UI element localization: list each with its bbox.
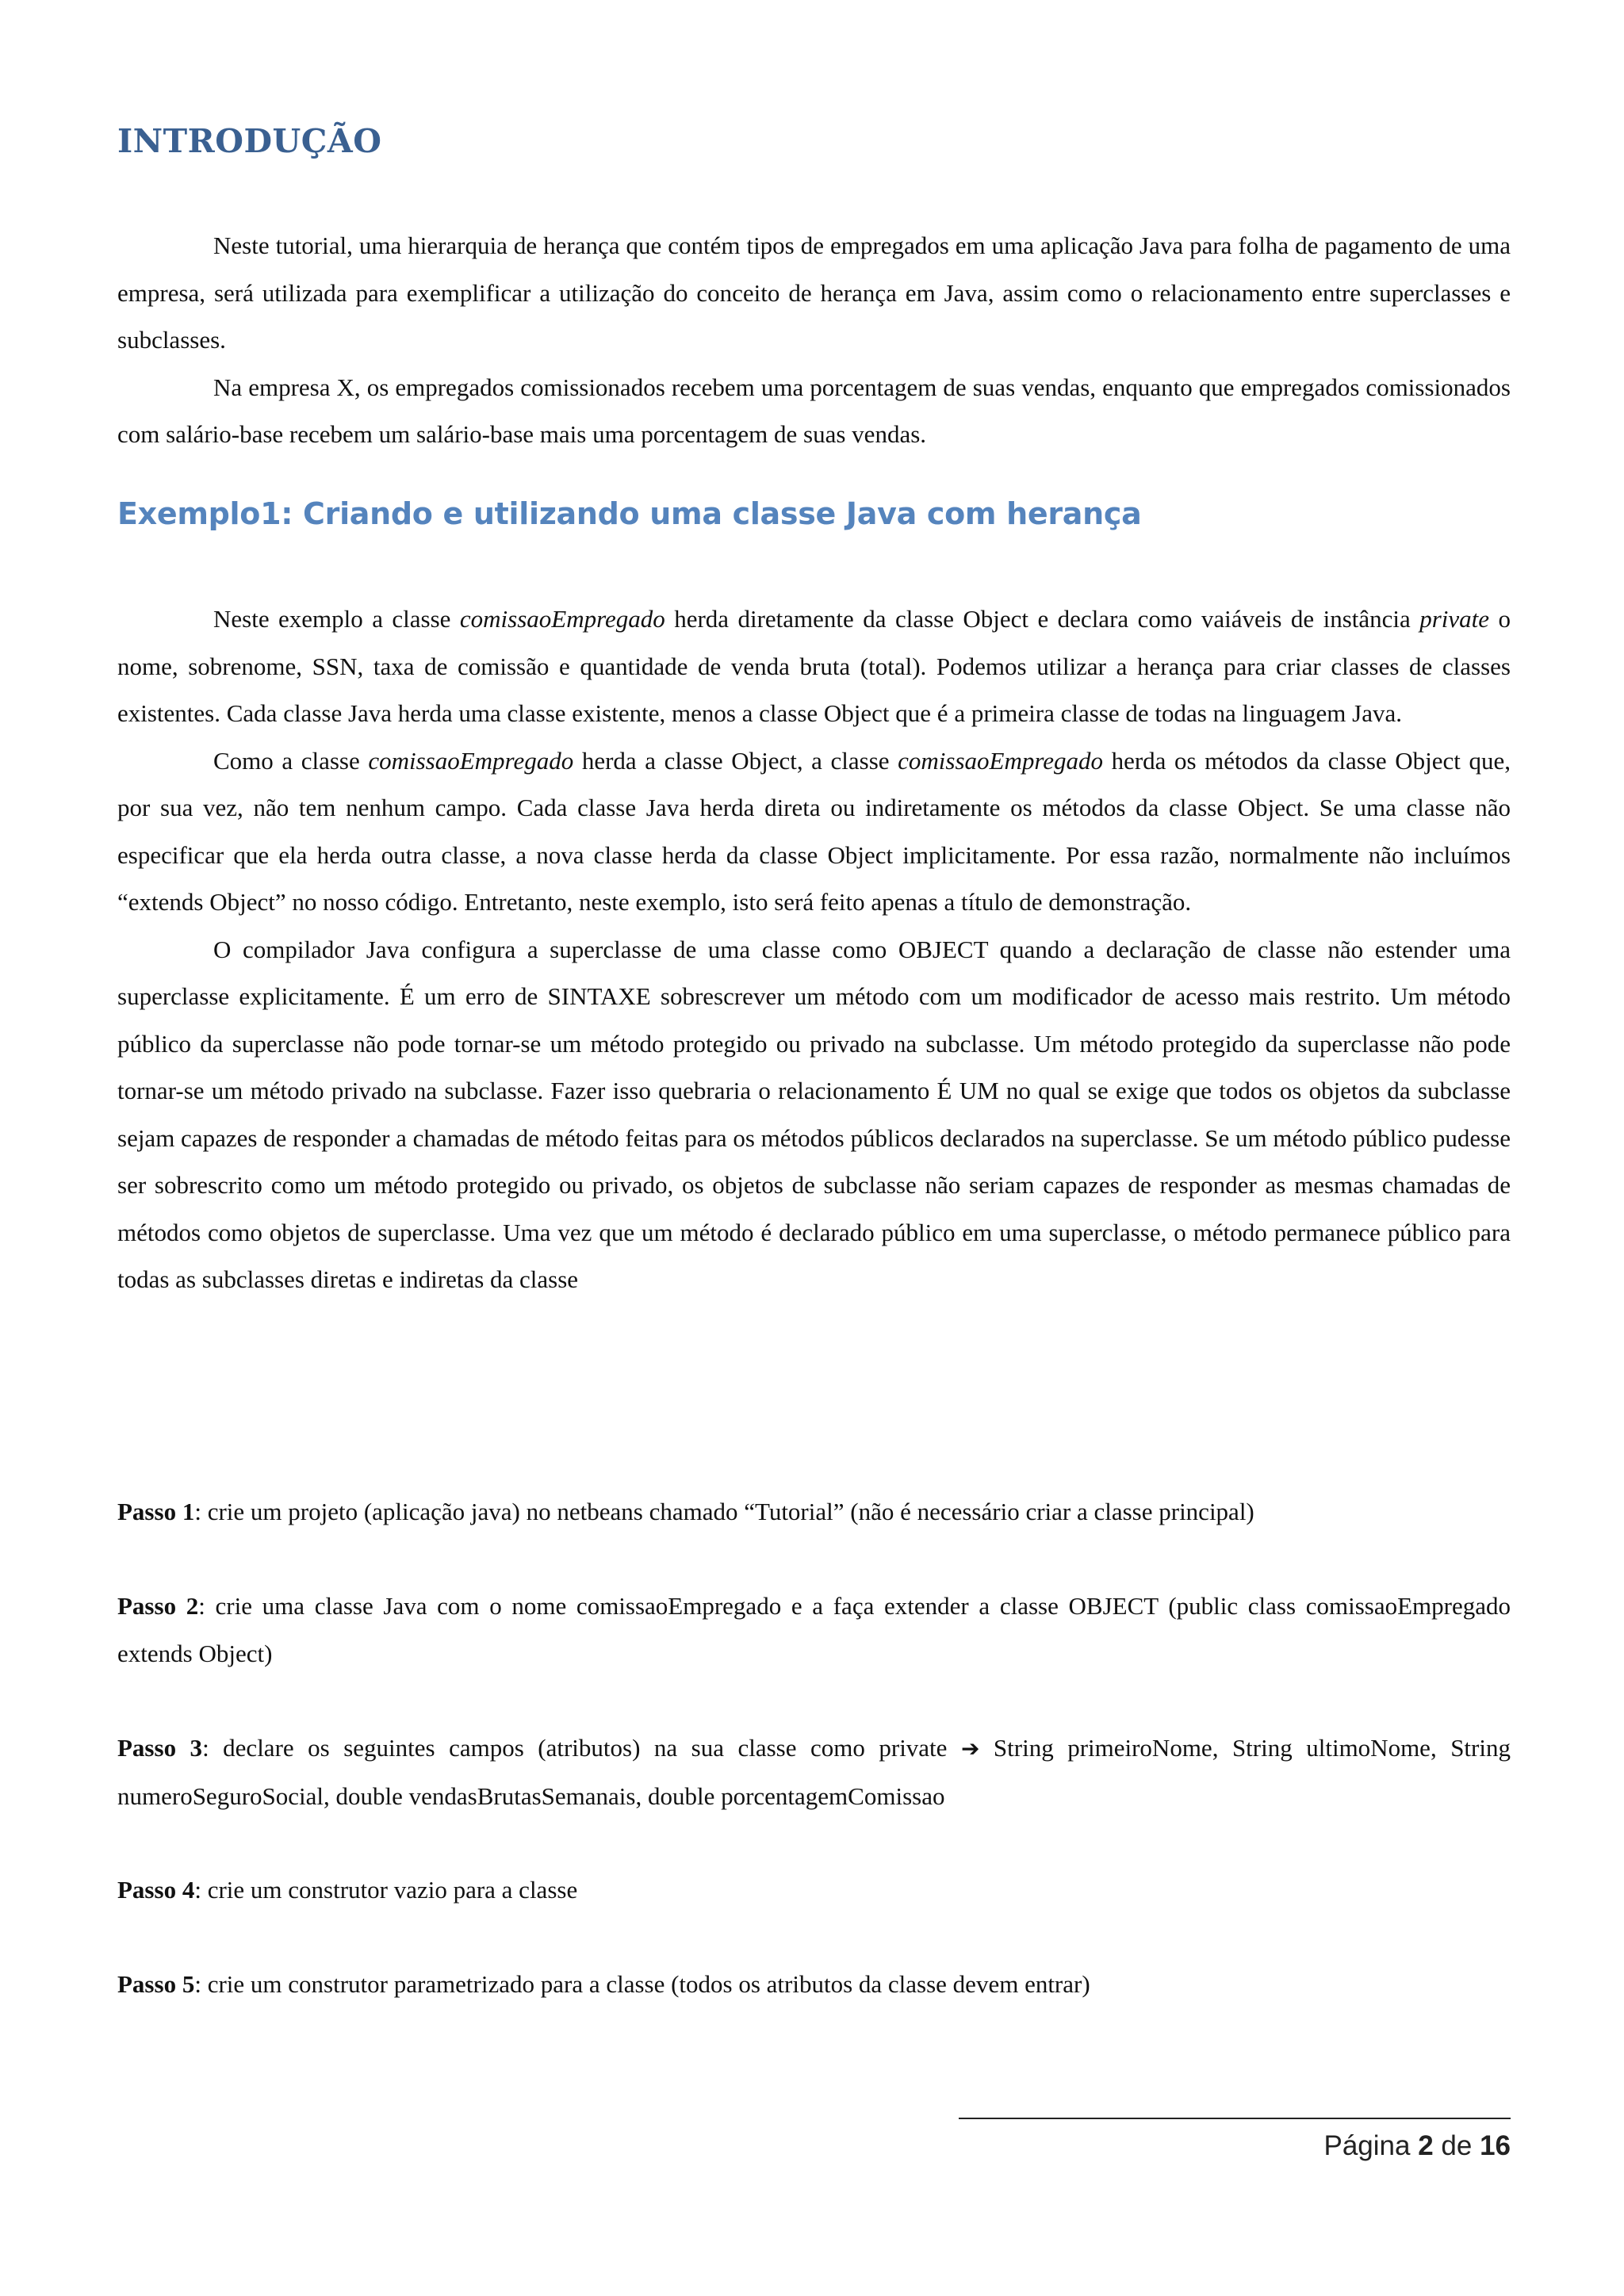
step-3-label: Passo 3	[117, 1734, 203, 1762]
intro-paragraph-1: Neste tutorial, uma hierarquia de herança que contém tipos de empregados em uma aplicação Java para folha de pagamento de uma empresa, será utilizada para exemplificar a utilização do conceito de herança em Java, assim como o relacionamento entre superclasses e subclasses.	[117, 232, 1511, 354]
page-total: 16	[1480, 2130, 1511, 2161]
example1-p2-text-b: herda a classe Object, a classe	[573, 746, 898, 775]
step-5	[117, 1961, 1511, 2008]
example1-p1-class-name: comissaoEmpregado	[459, 605, 665, 633]
intro-heading: INTRODUÇÃO	[117, 122, 382, 160]
example1-p2-text-a: Como a classe	[213, 746, 369, 775]
page-current: 2	[1418, 2130, 1434, 2161]
step-1-text: : crie um projeto (aplicação java) no netbeans chamado “Tutorial” (não é necessário criar a classe principal)	[194, 1498, 1254, 1525]
example1-p1-private: private	[1419, 605, 1490, 633]
step-1-label: Passo 1	[117, 1498, 195, 1525]
step-1	[117, 1488, 1511, 1536]
step-5-label: Passo 5	[117, 1970, 195, 1998]
step-2-text: : crie uma classe Java com o nome comissaoEmpregado e a faça extender a classe OBJECT (public class comissaoEmpregado extends Object)	[117, 1592, 1511, 1667]
intro-body	[117, 222, 1511, 458]
example1-p1-text-a: Neste exemplo a classe	[213, 605, 460, 633]
example1-paragraph-2	[117, 737, 1511, 926]
step-4-label: Passo 4	[117, 1876, 195, 1904]
example1-p2-text-c: herda os métodos da classe Object que, por sua vez, não tem nenhum campo. Cada classe Java herda direta ou indiretamente os métodos da classe Object. Se uma classe não especificar que ela herda outra classe, a nova classe herda da classe Object implicitamente. Por essa razão, normalmente não incluímos “extends Object” no nosso código. Entretanto, neste exemplo, isto será feito apenas a título de demonstração.	[117, 746, 1511, 916]
step-4	[117, 1866, 1511, 1914]
example1-p1-text-b: herda diretamente da classe Object e declara como vaiáveis de instância	[665, 605, 1420, 633]
page-number	[1323, 2129, 1511, 2164]
page-footer	[959, 2118, 1511, 2161]
example1-paragraph-1	[117, 595, 1511, 737]
of-word: de	[1441, 2130, 1473, 2161]
step-4-text: : crie um construtor vazio para a classe	[194, 1876, 578, 1904]
step-2-label: Passo 2	[117, 1592, 199, 1620]
intro-paragraph-2: Na empresa X, os empregados comissionados recebem uma porcentagem de suas vendas, enquanto que empregados comissionados com salário-base recebem um salário-base mais uma porcentagem de suas vendas.	[117, 373, 1511, 448]
example1-paragraph-3: O compilador Java configura a superclasse de uma classe como OBJECT quando a declaração de classe não estender uma superclasse explicitamente. É um erro de SINTAXE sobrescrever um método com um modificador de acesso mais restrito. Um método público da superclasse não pode tornar-se um método protegido ou privado na subclasse. Um método protegido da superclasse não pode tornar-se um método privado na subclasse. Fazer isso quebraria o relacionamento É UM no qual se exige que todos os objetos da subclasse sejam capazes de responder a chamadas de método feitas para os métodos públicos declarados na superclasse. Se um método público pudesse ser sobrescrito como um método protegido ou privado, os objetos de subclasse não seriam capazes de responder as mesmas chamadas de métodos como objetos de superclasse. Uma vez que um método é declarado público em uma superclasse, o método permanece público para todas as subclasses diretas e indiretas da classe	[117, 935, 1511, 1293]
example1-p1-text-c: o nome, sobrenome, SSN, taxa de comissão e quantidade de venda bruta (total). Podemos utilizar a herança para criar classes de classes existentes. Cada classe Java herda uma classe existente, menos a classe Object que é a primeira classe de todas na linguagem Java.	[117, 605, 1511, 727]
example1-body	[117, 595, 1511, 1303]
example1-p2-class-name-2: comissaoEmpregado	[898, 746, 1104, 775]
right-arrow-icon: ➔	[960, 1735, 980, 1762]
page-word: Página	[1323, 2130, 1411, 2161]
step-3-text-a: : declare os seguintes campos (atributos) na sua classe como private	[202, 1734, 961, 1762]
step-2	[117, 1582, 1511, 1677]
step-3	[117, 1724, 1511, 1820]
step-5-text: : crie um construtor parametrizado para a classe (todos os atributos da classe devem entrar)	[194, 1970, 1090, 1998]
example1-p2-class-name-1: comissaoEmpregado	[368, 746, 574, 775]
example1-heading: Exemplo1: Criando e utilizando uma classe Java com herança	[117, 496, 1142, 531]
step-3-text-b: String primeiroNome, String ultimoNome, String numeroSeguroSocial, double vendasBrutasSemanais, double porcentagemComissao	[117, 1734, 1511, 1810]
